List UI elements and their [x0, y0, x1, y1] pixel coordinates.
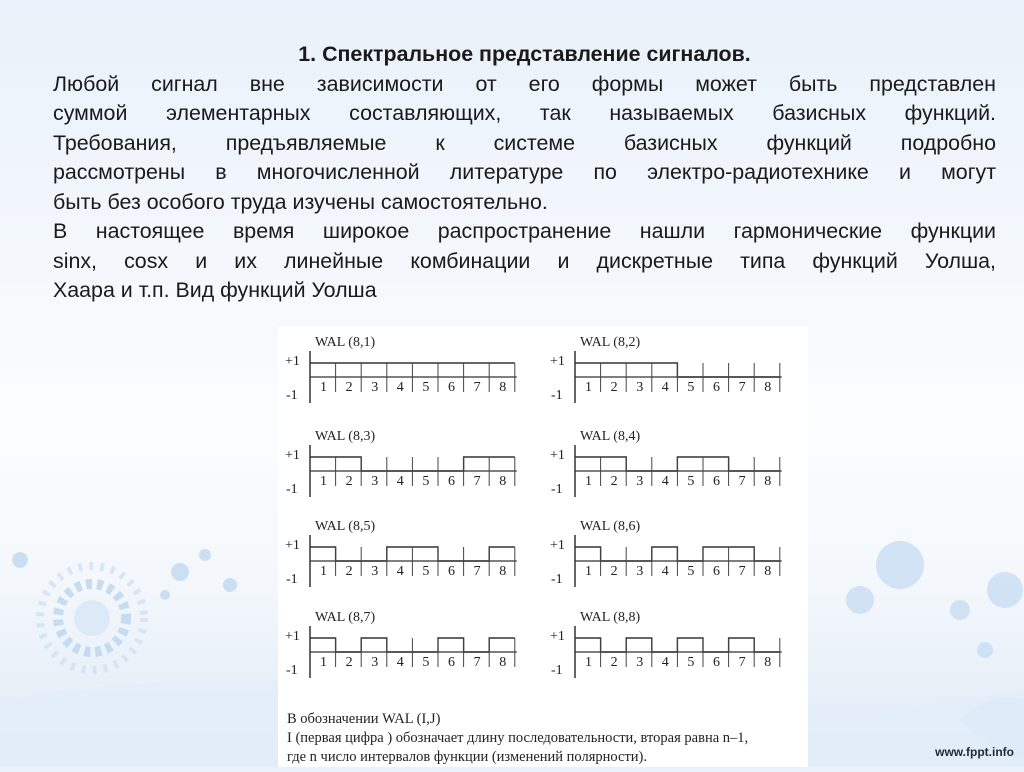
- plot-tick-1-8: 8: [499, 380, 507, 395]
- plot-neg-label-5: -1: [286, 572, 298, 587]
- paragraph1-line-2: суммой элементарных составляющих, так называемых базисных функций.: [53, 101, 996, 125]
- plot-pos-label-8: +1: [550, 629, 565, 644]
- plot-tick-8-2: 2: [610, 655, 618, 670]
- plot-tick-8-6: 6: [713, 655, 720, 670]
- plot-title-2: WAL (8,2): [580, 335, 641, 350]
- paragraph1-line-3: Требования, предъявляемые к системе базисных функций подробно: [53, 130, 996, 155]
- plot-tick-4-6: 6: [713, 474, 720, 489]
- plot-tick-8-3: 3: [636, 655, 644, 670]
- plot-tick-4-1: 1: [585, 474, 592, 489]
- plot-tick-8-5: 5: [687, 655, 695, 670]
- plot-tick-7-5: 5: [422, 655, 430, 670]
- plot-pos-label-6: +1: [550, 538, 565, 553]
- walsh-functions-figure: [278, 326, 808, 767]
- plot-tick-4-2: 2: [610, 474, 618, 489]
- plot-pos-label-1: +1: [285, 354, 300, 369]
- plot-tick-6-4: 4: [661, 564, 669, 579]
- plot-tick-7-3: 3: [371, 655, 379, 670]
- plot-title-4: WAL (8,4): [580, 429, 641, 444]
- plot-neg-label-2: -1: [551, 388, 563, 403]
- plot-tick-3-1: 1: [320, 474, 327, 489]
- caption-line-2: I (первая цифра ) обозначает длину последовательности, вторая равна n–1,: [287, 730, 749, 746]
- plot-tick-1-6: 6: [448, 380, 455, 395]
- plot-tick-3-6: 6: [448, 474, 455, 489]
- plot-title-3: WAL (8,3): [315, 429, 376, 444]
- slide-title: 1. Спектральное представление сигналов.: [298, 42, 751, 66]
- caption-line-1: В обозначении WAL (I,J): [287, 711, 441, 727]
- paragraph1-line-5: быть без особого труда изучены самостоятельно.: [53, 189, 548, 214]
- plot-neg-label-6: -1: [551, 572, 563, 587]
- plot-tick-2-8: 8: [764, 380, 772, 395]
- plot-tick-3-4: 4: [396, 474, 404, 489]
- paragraph2-line-1: В настоящее время широкое распространение нашли гармонические функции: [53, 219, 996, 243]
- plot-pos-label-4: +1: [550, 448, 565, 463]
- plot-tick-6-6: 6: [713, 564, 720, 579]
- plot-neg-label-8: -1: [551, 663, 563, 678]
- plot-tick-7-8: 8: [499, 655, 507, 670]
- plot-tick-3-2: 2: [345, 474, 353, 489]
- plot-tick-2-3: 3: [636, 380, 644, 395]
- plot-tick-1-3: 3: [371, 380, 379, 395]
- plot-tick-6-8: 8: [764, 564, 772, 579]
- paragraph2-line-3: Хаара и т.п. Вид функций Уолша: [53, 278, 377, 302]
- plot-tick-1-1: 1: [320, 380, 327, 395]
- plot-tick-2-4: 4: [661, 380, 669, 395]
- plot-tick-5-4: 4: [396, 564, 404, 579]
- plot-neg-label-7: -1: [286, 663, 298, 678]
- plot-tick-2-1: 1: [585, 380, 592, 395]
- plot-pos-label-7: +1: [285, 629, 300, 644]
- plot-tick-4-5: 5: [687, 474, 695, 489]
- plot-tick-5-2: 2: [345, 564, 353, 579]
- plot-tick-1-4: 4: [396, 380, 404, 395]
- paragraph2-line-2: sinx, cosx и их линейные комбинации и дискретные типа функций Уолша,: [53, 248, 996, 273]
- plot-tick-8-4: 4: [661, 655, 669, 670]
- plot-tick-2-2: 2: [610, 380, 618, 395]
- plot-tick-5-6: 6: [448, 564, 455, 579]
- plot-tick-7-1: 1: [320, 655, 327, 670]
- plot-neg-label-1: -1: [286, 388, 298, 403]
- plot-pos-label-3: +1: [285, 448, 300, 463]
- plot-tick-6-2: 2: [610, 564, 618, 579]
- plot-tick-7-6: 6: [448, 655, 455, 670]
- plot-tick-6-7: 7: [738, 564, 746, 579]
- plot-title-7: WAL (8,7): [315, 610, 376, 625]
- plot-tick-2-6: 6: [713, 380, 720, 395]
- paragraph1-line-4: рассмотрены в многочисленной литературе по электро-радиотехнике и могут: [53, 160, 996, 184]
- plot-tick-5-3: 3: [371, 564, 379, 579]
- plot-tick-3-7: 7: [473, 474, 481, 489]
- plot-tick-6-5: 5: [687, 564, 695, 579]
- plot-title-1: WAL (8,1): [315, 335, 376, 350]
- plot-tick-5-1: 1: [320, 564, 327, 579]
- plot-pos-label-5: +1: [285, 538, 300, 553]
- plot-tick-4-4: 4: [661, 474, 669, 489]
- plot-tick-4-7: 7: [738, 474, 746, 489]
- plot-tick-5-7: 7: [473, 564, 481, 579]
- plot-tick-4-8: 8: [764, 474, 772, 489]
- plot-tick-6-3: 3: [636, 564, 644, 579]
- plot-tick-3-5: 5: [422, 474, 430, 489]
- plot-tick-4-3: 3: [636, 474, 644, 489]
- footer-site-link[interactable]: www.fppt.info: [935, 745, 1014, 759]
- plot-tick-1-7: 7: [473, 380, 481, 395]
- plot-tick-7-2: 2: [345, 655, 353, 670]
- plot-tick-2-7: 7: [738, 380, 746, 395]
- plot-tick-1-5: 5: [422, 380, 430, 395]
- plot-neg-label-3: -1: [286, 482, 298, 497]
- slide-text-block: [53, 40, 996, 306]
- plot-pos-label-2: +1: [550, 354, 565, 369]
- plot-tick-6-1: 1: [585, 564, 592, 579]
- plot-tick-5-5: 5: [422, 564, 430, 579]
- plot-tick-7-4: 4: [396, 655, 404, 670]
- caption-line-3: где n число интервалов функции (изменений полярности).: [287, 749, 648, 765]
- plot-tick-8-8: 8: [764, 655, 772, 670]
- plot-tick-1-2: 2: [345, 380, 353, 395]
- plot-tick-2-5: 5: [687, 380, 695, 395]
- sun-ornament-decor: [12, 549, 237, 670]
- plot-title-5: WAL (8,5): [315, 519, 376, 534]
- walsh-plots: [278, 326, 808, 767]
- plot-tick-8-7: 7: [738, 655, 746, 670]
- plot-neg-label-4: -1: [551, 482, 563, 497]
- paragraph1-line-1: Любой сигнал вне зависимости от его формы может быть представлен: [53, 71, 996, 96]
- plot-tick-5-8: 8: [499, 564, 507, 579]
- plot-title-8: WAL (8,8): [580, 610, 641, 625]
- plot-tick-8-1: 1: [585, 655, 592, 670]
- plot-tick-3-3: 3: [371, 474, 379, 489]
- plot-tick-3-8: 8: [499, 474, 507, 489]
- plot-title-6: WAL (8,6): [580, 519, 641, 534]
- plot-tick-7-7: 7: [473, 655, 481, 670]
